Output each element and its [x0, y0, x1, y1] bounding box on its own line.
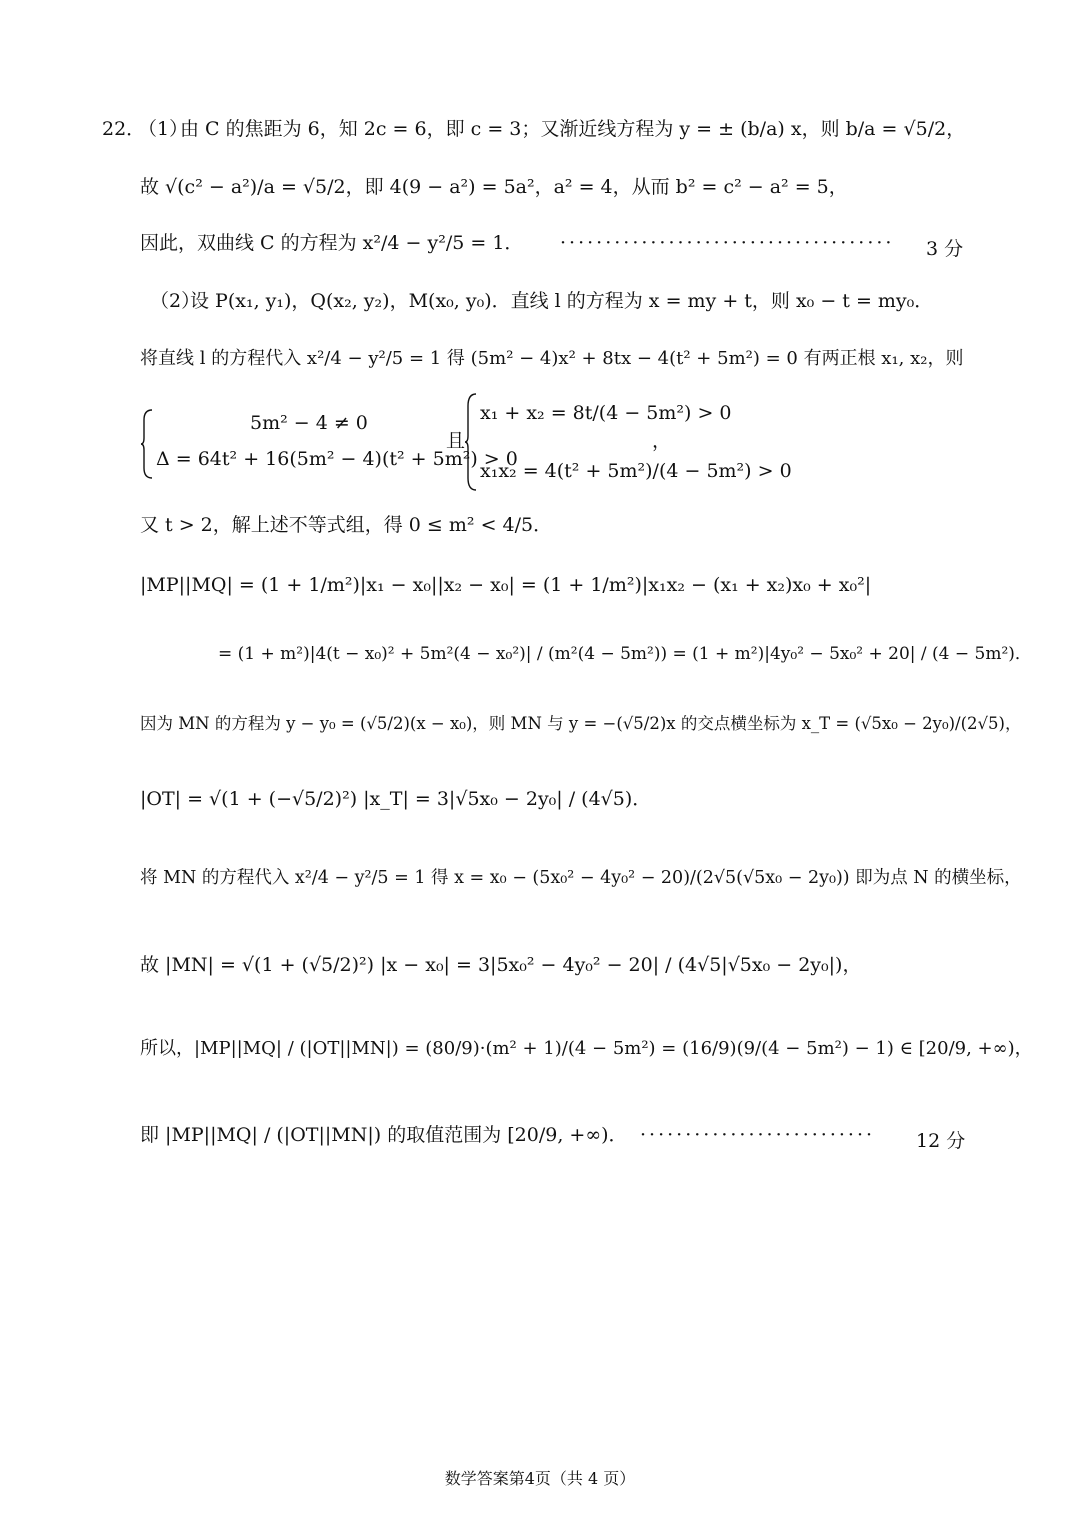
- part2-dot-leader: ··························: [640, 1124, 876, 1146]
- part2-line8: |OT| = √(1 + (−√5/2)²) |x_T| = 3|√5x₀ − 2y₀| / (4√5)．: [140, 788, 652, 810]
- part2-label: （2）: [150, 290, 201, 312]
- part1-dot-leader: ·····································: [560, 232, 895, 254]
- part2-line10: 故 |MN| = √(1 + (√5/2)²) |x − x₀| = 3|5x₀² − 4y₀² − 20| / (4√5|√5x₀ − 2y₀|)，: [140, 954, 862, 976]
- part2-line7: 因为 MN 的方程为 y − y₀ = (√5/2)(x − x₀)，则 MN 与 y = −(√5/2)x 的交点横坐标为 x_T = (√5x₀ − 2y₀)/(2√5)，: [140, 714, 1022, 733]
- part2-line5: |MP||MQ| = (1 + 1/m²)|x₁ − x₀||x₂ − x₀| = (1 + 1/m²)|x₁x₂ − (x₁ + x₂)x₀ + x₀²|: [140, 574, 872, 596]
- part1-score: 3 分: [926, 238, 964, 260]
- part2-line9: 将 MN 的方程代入 x²/4 − y²/5 = 1 得 x = x₀ − (5x₀² − 4y₀² − 20)/(2√5(√5x₀ − 2y₀)) 即为点 N 的横坐标，: [140, 868, 1022, 888]
- part2-score: 12 分: [916, 1130, 966, 1152]
- part1-line2: 故 √(c² − a²)/a = √5/2，即 4(9 − a²) = 5a²，a² = 4，从而 b² = c² − a² = 5，: [140, 176, 848, 198]
- part1-line3: 因此，双曲线 C 的方程为 x²/4 − y²/5 = 1．: [140, 232, 524, 254]
- system1-eq1: 5m² − 4 ≠ 0: [250, 412, 368, 434]
- system-comma: ，: [652, 430, 672, 452]
- system2-eq2: x₁x₂ = 4(t² + 5m²)/(4 − 5m²) > 0: [480, 460, 792, 482]
- system1-eq2: Δ = 64t² + 16(5m² − 4)(t² + 5m²) > 0: [156, 448, 518, 470]
- part2-line6: = (1 + m²)|4(t − x₀)² + 5m²(4 − x₀²)| / (m²(4 − 5m²)) = (1 + m²)|4y₀² − 5x₀² + 20| / (4 − 5m²)．: [218, 644, 1032, 664]
- part2-line1: 设 P(x₁, y₁)，Q(x₂, y₂)，M(x₀, y₀)．直线 l 的方程为 x = my + t，则 x₀ − t = my₀．: [190, 290, 934, 312]
- part2-line12: 即 |MP||MQ| / (|OT||MN|) 的取值范围为 [20/9, +∞)．: [140, 1124, 628, 1146]
- and-label: 且: [446, 430, 466, 452]
- part2-line4: 又 t > 2，解上述不等式组，得 0 ≤ m² < 4/5．: [140, 514, 553, 536]
- page-footer: 数学答案第4页（共 4 页）: [444, 1469, 636, 1488]
- problem-number: 22．: [102, 118, 146, 140]
- part2-line11: 所以，|MP||MQ| / (|OT||MN|) = (80/9)·(m² + 1)/(4 − 5m²) = (16/9)(9/(4 − 5m²) − 1) ∈ [20/9, +∞)，: [140, 1038, 1033, 1059]
- left-brace-1: [140, 408, 154, 480]
- part1-line1: 由 C 的焦距为 6，知 2c = 6，即 c = 3；又渐近线方程为 y = ± (b/a) x，则 b/a = √5/2，: [180, 118, 966, 140]
- system2-eq1: x₁ + x₂ = 8t/(4 − 5m²) > 0: [480, 402, 732, 424]
- left-brace-2: [464, 392, 478, 492]
- part2-line2: 将直线 l 的方程代入 x²/4 − y²/5 = 1 得 (5m² − 4)x² + 8tx − 4(t² + 5m²) = 0 有两正根 x₁, x₂，则: [140, 348, 964, 369]
- part1-label: （1）: [138, 118, 189, 140]
